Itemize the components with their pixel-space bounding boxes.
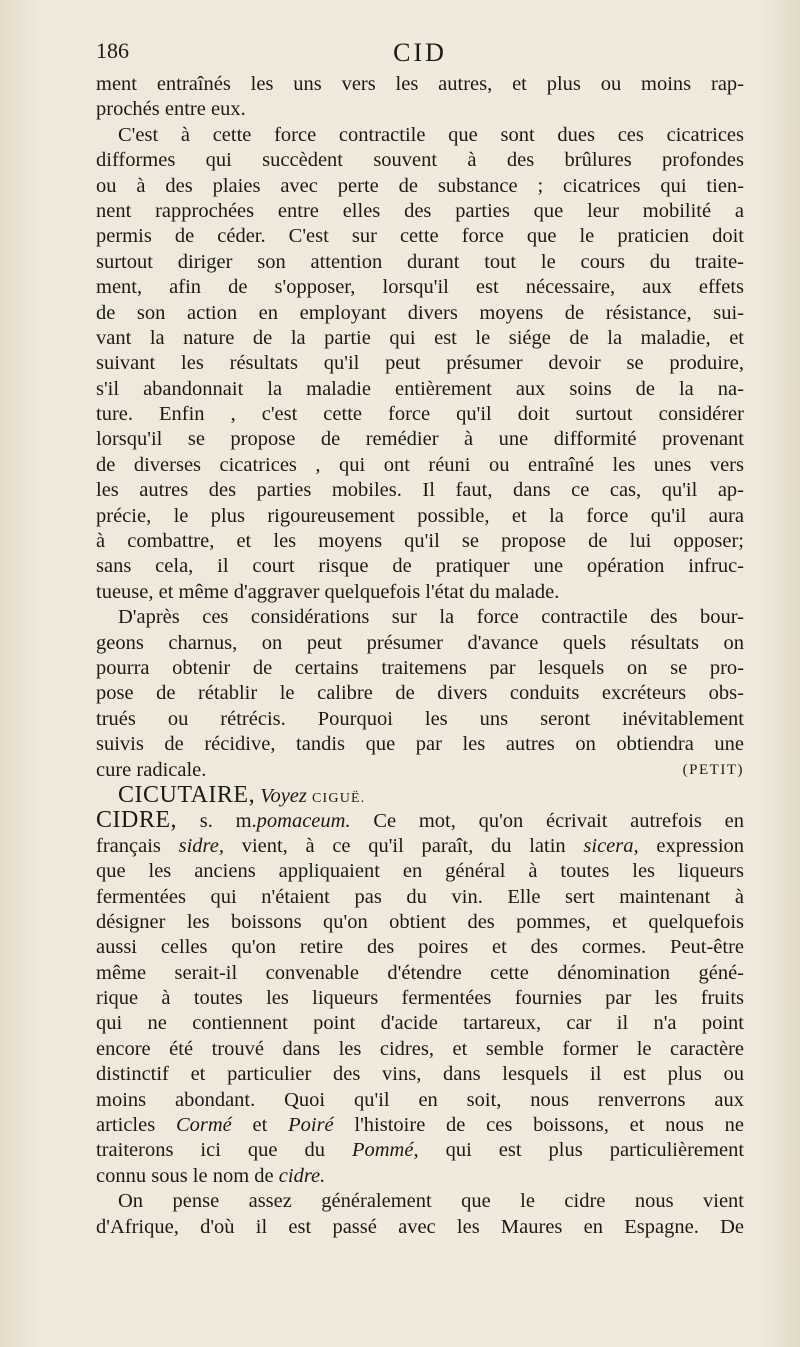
- text-line: précie, le plus rigoureusement possible, et la force qu'il aura: [96, 504, 744, 527]
- text-line: On pense assez généralement que le cidre nous vient: [118, 1190, 744, 1213]
- text-fragment: et: [252, 1114, 268, 1137]
- text-line: à combattre, et les moyens qu'il se propose de lui opposer;: [96, 530, 744, 553]
- text-line: ture. Enfin , c'est cette force qu'il doit surtout considérer: [96, 403, 744, 426]
- text-line: moins abondant. Quoi qu'il en soit, nous renverrons aux: [96, 1088, 744, 1111]
- text-fragment: qui est plus particulièrement: [445, 1139, 744, 1162]
- text-line: ment, afin de s'opposer, lorsqu'il est nécessaire, aux effets: [96, 276, 744, 299]
- text-line: pose de rétablir le calibre de divers conduits excréteurs obs-: [96, 682, 744, 705]
- page-number: 186: [96, 38, 129, 63]
- entry-headword: CICUTAIRE,: [118, 781, 256, 808]
- text-line: [96, 1113, 744, 1138]
- text-line: ou à des plaies avec perte de substance ; cicatrices qui tien-: [96, 174, 744, 197]
- entry-cidre: [96, 808, 744, 1189]
- text-line: s'il abandonnait la maladie entièrement aux soins de la na-: [96, 377, 744, 400]
- italic-term: sidre,: [178, 834, 224, 857]
- italic-term: Poiré: [288, 1114, 334, 1137]
- paragraph-considerations: [96, 605, 744, 783]
- text-line: même serait-il convenable d'étendre cette dénomination géné-: [96, 961, 744, 984]
- text-fragment: français: [96, 834, 161, 857]
- text-line: permis de céder. C'est sur cette force que le praticien doit: [96, 225, 744, 248]
- text-line: difformes qui succèdent souvent à des brûlures profondes: [96, 149, 744, 172]
- grammar-label: s. m.: [199, 810, 257, 833]
- paragraph-origin: [96, 1189, 744, 1240]
- body-text: [96, 72, 744, 1240]
- text-line: que les anciens appliquaient en général à toutes les liqueurs: [96, 860, 744, 883]
- text-line: [96, 834, 744, 859]
- text-fragment: connu sous le nom de: [96, 1164, 274, 1187]
- text-fragment: vient, à ce qu'il paraît, du latin: [241, 834, 566, 857]
- text-line: rique à toutes les liqueurs fermentées fournies par les fruits: [96, 987, 744, 1010]
- text-line: de son action en employant divers moyens de résistance, sui-: [96, 301, 744, 324]
- text-line-with-signature: [96, 758, 744, 783]
- text-line: désigner les boissons qu'on obtient des pommes, et quelquefois: [96, 910, 744, 933]
- text-line: distinctif et particulier des vins, dans lesquels il est plus ou: [96, 1063, 744, 1086]
- text-line: suivis de récidive, tandis que par les autres on obtiendra une: [96, 733, 744, 756]
- italic-term: cidre.: [278, 1164, 326, 1187]
- latin-name: pomaceum.: [256, 810, 351, 833]
- see-reference-label: Voyez: [260, 784, 307, 807]
- text-line: encore été trouvé dans les cidres, et semble former le caractère: [96, 1037, 744, 1060]
- text-line: d'Afrique, d'où il est passé avec les Maures en Espagne. De: [96, 1215, 744, 1238]
- text-line: sans cela, il court risque de pratiquer une opération infruc-: [96, 555, 744, 578]
- text-line: nent rapprochées entre elles des parties que leur mobilité a: [96, 199, 744, 222]
- text-line: fermentées qui n'étaient pas du vin. Elle sert maintenant à: [96, 885, 744, 908]
- italic-term: Cormé: [175, 1114, 232, 1137]
- entry-cicutaire: [96, 783, 744, 808]
- paragraph-continuation: [96, 72, 744, 123]
- text-fragment: articles: [96, 1114, 156, 1137]
- text-line: ment entraînés les uns vers les autres, et plus ou moins rap-: [96, 73, 744, 95]
- text-fragment: expression: [656, 834, 744, 857]
- text-line: de diverses cicatrices , qui ont réuni ou entraîné les unes vers: [96, 453, 744, 476]
- text-line: [96, 1164, 744, 1189]
- text-fragment: cure radicale.: [96, 758, 207, 781]
- text-line: tueuse, et même d'aggraver quelquefois l'état du malade.: [96, 580, 560, 603]
- text-line: les autres des parties mobiles. Il faut, dans ce cas, qu'il ap-: [96, 479, 744, 502]
- text-line: [96, 1138, 744, 1163]
- entry-head-line: [96, 808, 744, 833]
- text-fragment: Ce mot, qu'on écrivait autrefois en: [373, 810, 744, 833]
- text-line: qui ne contiennent point d'acide tartareux, car il n'a point: [96, 1012, 744, 1035]
- text-line: C'est à cette force contractile que sont dues ces cicatrices: [118, 123, 744, 146]
- text-line: surtout diriger son attention durant tout le cours du traite-: [96, 250, 744, 273]
- text-line: vant la nature de la partie qui est le siége de la maladie, et: [96, 326, 744, 349]
- italic-term: sicera,: [583, 834, 639, 857]
- text-line: prochés entre eux.: [96, 98, 246, 121]
- text-line: suivant les résultats qu'il peut présumer devoir se produire,: [96, 352, 744, 375]
- entry-headword: CIDRE,: [96, 808, 177, 834]
- italic-term: Pommé,: [351, 1139, 419, 1162]
- text-line: lorsqu'il se propose de remédier à une difformité provenant: [96, 428, 744, 451]
- text-line: D'après ces considérations sur la force contractile des bour-: [118, 606, 744, 629]
- cross-reference-link[interactable]: CIGUË.: [312, 790, 366, 806]
- text-fragment: l'histoire de ces boissons, et nous ne: [354, 1114, 744, 1137]
- text-line: aussi celles qu'on retire des poires et des cormes. Peut-être: [96, 936, 744, 959]
- author-signature: (PETIT): [682, 761, 744, 778]
- page-header: [96, 38, 744, 70]
- paragraph-contractile-force: [96, 123, 744, 605]
- text-line: geons charnus, on peut présumer d'avance quels résultats on: [96, 631, 744, 654]
- running-head: CID: [393, 38, 447, 67]
- text-line: trués ou rétrécis. Pourquoi les uns seront inévitablement: [96, 707, 744, 730]
- text-line: pourra obtenir de certains traitemens par lesquels on se pro-: [96, 656, 744, 679]
- text-fragment: traiterons ici que du: [96, 1139, 325, 1162]
